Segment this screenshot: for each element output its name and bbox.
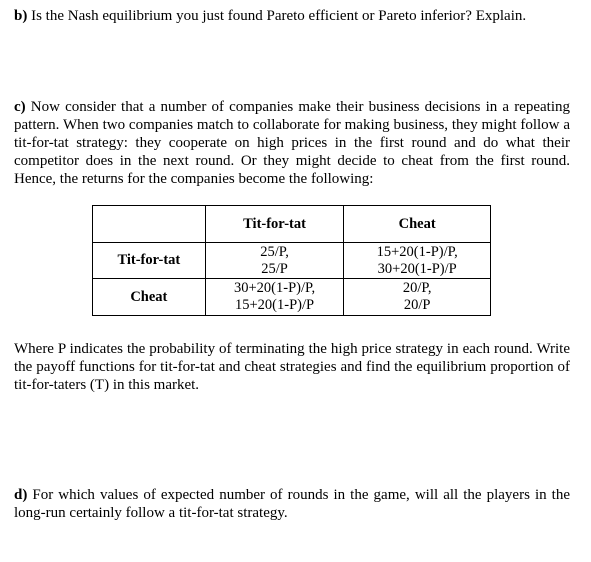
question-d [14, 486, 570, 522]
row-header-tit-for-tat: Tit-for-tat [93, 243, 206, 279]
payoff-value: 30+20(1-P)/P [377, 260, 457, 277]
payoff-cell-cheat-cheat [344, 279, 491, 316]
table-row [93, 279, 491, 316]
question-c-continuation: Where P indicates the probability of terminating the high price strategy in each round. Write the payoff functions for tit-for-tat and cheat strategies and find the equilibrium proportion of tit-for-taters (T) in this market. [14, 341, 570, 393]
payoff-value: 15+20(1-P)/P [234, 297, 315, 313]
payoff-value: 20/P, [402, 280, 432, 296]
column-header-tit-for-tat: Tit-for-tat [205, 206, 344, 243]
payoff-value: 20/P [403, 297, 431, 313]
payoff-value: 15+20(1-P)/P, [376, 243, 458, 260]
row-header-cheat: Cheat [93, 279, 206, 316]
question-c [14, 98, 570, 188]
payoff-value: 25/P, [260, 243, 289, 260]
question-d-label: d) [14, 487, 28, 503]
question-b-text: Is the Nash equilibrium you just found Pareto efficient or Pareto inferior? Explain. [27, 8, 527, 24]
question-c-label: c) [14, 99, 26, 115]
column-header-cheat: Cheat [344, 206, 491, 243]
payoff-value: 25/P [261, 260, 288, 277]
payoff-cell-tft-cheat [344, 243, 491, 279]
question-b-label: b) [14, 8, 28, 24]
payoff-table [92, 205, 491, 316]
question-c-text: Now consider that a number of companies make their business decisions in a repeating pattern. When two companies match to collaborate for making business, they might follow a tit-for-tat strategy: they cooperate on high prices in the first round and do what their competitor does in the next round. Or they might decide to cheat from the first round. Hence, the returns for the companies become the following: [14, 99, 570, 187]
payoff-value: 30+20(1-P)/P, [233, 280, 316, 296]
table-row [93, 243, 491, 279]
payoff-cell-tft-tft [205, 243, 344, 279]
table-corner-cell [93, 206, 206, 243]
payoff-cell-cheat-tft [205, 279, 344, 316]
question-b [14, 7, 570, 25]
table-header-row [93, 206, 491, 243]
question-d-text: For which values of expected number of rounds in the game, will all the players in the long-run certainly follow a tit-for-tat strategy. [14, 487, 570, 521]
